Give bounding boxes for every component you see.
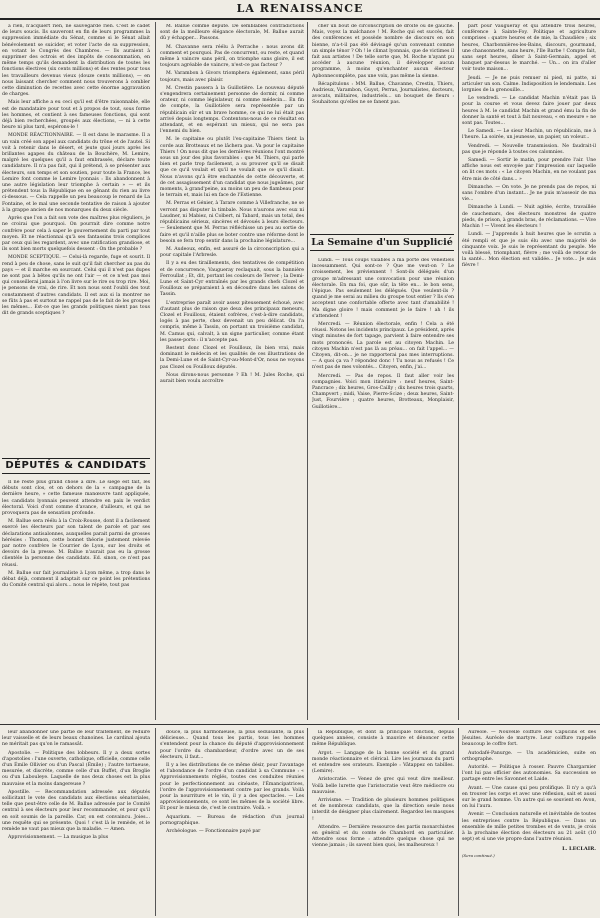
paragraph: L'entreprise paraît avoir assez piteusement échoué, avec d'autant plus de raison que deux des principaux meneurs, Clozel et Fouilloux, étaient cofrères, c'est-à-dire candidats, logés à pas perte, chez devenait un peu délicat. On l'a compris, même à Tassin, on portant un troisième candidat, M. Camus qui, calvalt, à un signe particulier, comme étant les passe-ports : il n'accepte pas. (160, 300, 304, 343)
paragraph: Samedi. — Sortir le matin, pour prendre l'air. Une affiche nous est envoyée par l'impression sur laquelle on lit ces mots : « Le citoyen Machin, en ne voulant pas être mis de côté dans... » (462, 158, 596, 182)
bottom-column-2 (160, 730, 304, 914)
paragraph: Autodafé-Panurge. — Un académicien, suite en orthographe. (462, 750, 596, 762)
paragraph: leur abandonner une partie de leur traitement, de réduire leur vaisselle et de leurs beaux chanoines. Le cardinal ajouta ne méritait pas qu'on le ramassât. (2, 730, 150, 748)
continuation-note: (Sera continué.) (462, 852, 495, 858)
column-divider (458, 22, 459, 720)
paragraph: Apostille. — Recommandation adressée aux députés sollicitant le vote des candidats aux élections sénatoriales, telle que peut-être celle de M. Ballue adressée par le Comité central à ses électeurs pour leur recommander, et pour qu'il en soit soumis de la pareille. Car, on est convaincu. Joies... une requête qui se présente. Quoi ! c'est là le remède, et le remède ne vaut pas mieux que la maladie. — Amen. (2, 789, 150, 833)
paragraph: Aristocratie. — Venez de grec qui veut dire meilleur. Voilà belle lurette que l'aristocratie veut être médiocre ou mauvaise. (312, 777, 454, 795)
column-divider (155, 22, 156, 720)
section-title-semaine: La Semaine d'un Supplicié (310, 234, 454, 251)
column-divider (458, 728, 459, 916)
paragraph: Il y a eu des tiraillements, des tentatives de compétition et de concurrence, Vaugueray reclaquait, sous la bannière Ferroullat ; Et, dit, portant les couleurs de Terver ; la Demi-Lune et Saint-Cyr entraînés par les grands chefs Clozel et Fouilloux se préparaient à en découdre dans les salons de Tassin. (160, 261, 304, 298)
paragraph: Auréole. — Nouvelle coiffure des Capucins et des Jésuites. Auréole de martyre. Leur coiffure rappelle beaucoup le coffre fort. (462, 730, 596, 748)
paragraph: douce, la plus harmonieuse, la plus séduisante, la plus délicieuse... Quand tous les partis, tous les hommes s'entendent pour la chance du député d'approvisionnement pour l'ordre du chambardeur, d'ordre avec un de ses électeurs, il faut... (160, 730, 304, 760)
paragraph: M. Perras et Génier, à Tarare comme à Villefranche, ne se verront pas disputer la timbale. Nous n'aurons avec eux ni Laudner, ni Mabiez, ni Colbert, ni Tabard, mais un total, des républicains sérieux, sincères et dévoués à leurs électeurs. — Seulement que M. Perras réfléchisse un peu au sortie de faire et qu'il n'aille plus se boter contre une réforme dont le besoin se fera trop sentir dans la prochaine législature... (160, 201, 304, 244)
paragraph: M. Ballue sur fait journaliste à Lyon même, a trop dans le débat déjà, comment il adaptait sur ce point les prétentions du Comité central qui alors... nous le répète, tout pas (2, 570, 150, 589)
column-3 (312, 24, 454, 224)
column-divider (155, 728, 156, 916)
paragraph: M. Ballue sera réélu à la Croix-Rousse, dont il a facilement exercé les électeurs par son talent de parole et par ses déclarations antisalonnes, auxquelles parait parmi de grosses hérésies : Thomon, cette bonnet théorie justement relevée par notre confrère le Courrier de Lyon, sur les droits et devoirs de la presse. M. Ballue n'aurait pas eu la grosse clientèle la personne des candidats. Ed. sinon, ce n'est pas réussi. (2, 519, 150, 568)
paragraph: Restent donc Clozel et Fouilloux, ils bien vrai, mais dominant le médecin et les qualités de ces illustrations de la Demi-Lune et de Saint-Cyr-au-Mont-d'Or, nous ne voyons pas Clozel ou Fouilloux députés. (160, 345, 304, 370)
section-deputes-body (2, 480, 150, 720)
paragraph: Argot. — Langage de la bonne société et du grand monde réactionnaire et clérical. Lire les journaux du parti et entendre ses orateurs. Exemple : Vâtappez en tabilles. (Lemire). (312, 750, 454, 775)
paragraph: M. Crestin passera à la Guillotière. Le nouveau député s'engendrera certainement personne de dormir, ni comme orateur, ni comme législateur, ni comme médecin... En fin de compte, la Guillotière sera représentée par un républicain sûr et un brave homme, ce qui ne lui était pas arrivé depuis longtemps. Contentons-nous de ce résultat en attendant, et en espérant un mieux, qui ne sera pas l'ennemi du bien. (160, 85, 304, 135)
column-4 (462, 24, 596, 720)
bottom-column-1 (2, 730, 150, 914)
paragraph: Arrivisme. — Tradition de plusieurs hommes politiques et de nombreux candidats, que la direction seule nous interdit de désigner plus clairement. Regardez les masques ! (312, 798, 454, 822)
paragraph: M. Audeoux, enfin, est assuré de la circonscription qui a pour capitale l'Arbresle. (160, 246, 304, 259)
paragraph: Dimanche. — On vote. Je ne prends pas de repos, ni sans l'ombre d'un instant... Je ne puis m'asseoir de ma vie... (462, 184, 596, 203)
paragraph: Jeudi. — Je ne puis remuer ni pied, ni patte, ni articuler un son. Calme. Indisposition le lendemain. Les lorgnies de la grenouille... (462, 75, 596, 94)
paragraph: M. le capitaine ou plutôt l'ex-capitaine Thiers tient la corde aux Brotteaux et ne lâchera pas. Va pour le capitaine Thiers ! On nous dit que les dernières réunions l'ont montré sous un jour des plus favorables : que M. Thiers, qui parle bien et parle trop facilement, a su prouver qu'il se disait que ce qu'il voulait et qu'il ne voulait que ce qu'il disait. Nous n'avons qu'à être enchantés de cette découverte, et de cet assagissement d'un candidat que nous jugeâmes, par moments, à grand'peine, au moins un peu de flambeau pour le terrain et, mais lui en face de l'Estienne. (160, 137, 304, 199)
paragraph: Dimanche à Lundi. — Nuit agitée, écrite, travaillée de cauchemars, des électeurs monstres de quatre pieds, de prison, à grands bras, de réclamations. — Vive Machin ! — Vivent les électeurs ! (462, 205, 596, 230)
paragraph: Le vendredi. — Le candidat Machin n'était pas là pour la course et vous devez faire jouer par deux heures à M. le candidat Machin et grand ému la fin de donner la santé et tout à fait nouveau, « en mesure » ne sont pas. Toutes... (462, 96, 596, 127)
paragraph: à rien, n'acquiert rien, ne sauvegarde rien. C'est le cadet de leurs soucis. Ils sauveront en fin de leurs programmes la suppression immédiate du Sénat, comme si le Sénat allait bénévolement se suicider, et voter l'acte de sa suppression, en votant le Congrès des Chambres. — Ils auraient à supprimer des octrois et des impôts de consommation, en même temps qu'ils demandent la distribution de toutes les fonctions électives (six cents millions) et des rentes pour tous les travailleurs devenus vieux (douze cents millions), — en nous laissant chercher comment nous trouverons à combler cette diminution de recettes avec cette énorme aggravation de charges. (2, 24, 150, 98)
column-2 (160, 24, 304, 720)
paragraph: Il y a les distributions de ce même désir, pour l'avantage et l'abondance de l'ordre d'un candidat à sa Commune : « Approvisionnements réglés, toutes ces conduites réunies pour le perfectionnement au cinéaste, l'Émancipatrices, l'ordre de l'approvisionnement contre par les grands. Voilà pour la nourriture et le vin, il y a des spectacles. — Les approvisionnements, ce sont les mêmes de la société libre. Et pour le mieux de, c'est le contraire. Voilà. » (160, 763, 304, 812)
paragraph: MONDE RÉACTIONNAIRE. — Il est dans le marasme. Il a un vain créé son appel aux candidats du trône et de l'autel. Si voit à retenir dans le désert, et jeute quoi jours après les brillantes agapes du château de la Bouchère, M. Lemire, malgré les quelques qu'il a faut embrassés, déclare toute candidature. Il n'a pas fait, qui il prétend, à se présenter aux électeurs, son temps et son soutien, pour toute la France, les Lemire font comme le Lemire lyonnais : Ils abandonnent à une autre législation leur triomphe à certain » — et ils prétendent tous la République en se gênant du rien au livre ci-dessous. — Cela rappelle un peu beaucoup le renard de La Fontaine, et le mal une seconde tentative de raison à ajouter à la grappe ancien de nos monarques du deux siècle. (2, 133, 150, 213)
paragraph: la République, et dont la principale fonction, depuis quelques années, consiste à mauvire et dénoncer cette même République. (312, 730, 454, 748)
section-title-deputes: DÉPUTÉS & CANDIDATS (2, 458, 150, 474)
paragraph: Le Samedi. — Le sieur Machin, un républicain, me à l'heure. La soirée, un jeunesse, un papier, un voleur... (462, 129, 596, 141)
paragraph: Après que l'on a fait son vote des maîtres plus réguliers, je ne croirai que pourquoi. On pourrait dire comme notre confrère pour cela à saper le gouvernement du parti par tout moyen. Et ne réactionnai qu'à ses fantassins trois complices par ceux qui les regardent, avec une ratification grandiose, et ils sont bien morts quelquefois dessent : On the probable ? (2, 216, 150, 253)
paragraph: Mercredi. — Pas de repos. Il faut aller voir les compagnies. Voici mon itinéraire : neuf heures, Saint-Pancrace ; dix heures, Gros-Cailly ; dix heures trois quarts, Champvert ; midi, Vaise, Pierre-Scize ; deux heures, Saint-Just, Fourvière ; quatre heures, Brotteaux, Monplaisir, Guillotière... (312, 373, 454, 410)
paragraph: Autorité. — Politique à rosser. Pauvre Chargarnier l'ont lui pas officier des autonomies. Sa succession se partage entre les Savonnet et Laide. (462, 765, 596, 783)
signature: L. LECLAIR. (562, 846, 596, 853)
top-rule (0, 18, 600, 20)
paragraph: Aquarium. — Bureau de rédaction d'un journal pornographique. (160, 814, 304, 826)
paragraph: Archéologue. — Fonctionnaire payé par (166, 829, 261, 835)
paragraph: cher un bout de circonscription de droite ou de gauche. Mais, voyez la malchance ! M. Roche qui est succès, fait des conférences et possède nombre de discours en son bienne, n'a-t-il pas été dévisagé qu'un convenant comme un simple ténor ? Oh ! le climat lyonnais, que de victimes il fait aux artistes ! De telle sorte que, M. Roche n'ayant pu accéder à aucune réunion, il développer aucun programme, à moins qu'enchanter aucun électeur Apbonnecomplète, pas une voix, pas même la sienne. (312, 24, 454, 79)
paragraph: M. Ballue comme député. De semblables contradictions sont de la meilleure élégance électorale, M. Ballue aurait dû y échapper... Passons. (160, 24, 304, 42)
paragraph: Vendredi. — Nouvelle transmission. Ne faudrait-il pas que je réponde à toutes ces calomnies. (462, 143, 596, 155)
paragraph: Il ne reste plus grand chose à dire. Le siège est fait, les débuts sont clos, et on dehors de la « campagne de la dernière heure, » cette fameuse manœuvre tant appliquée, les candidats lyonnais peuvent attendre en paix le verdict électoral. Voici d'ont comme d'avance, d'ailleurs, et qui ne provoquera pas de sensation profonde. (2, 480, 150, 517)
masthead: LA RENAISSANCE (236, 2, 364, 15)
paragraph: Lundi. — J'apprends à huit heures que le scrutin a été rempli et que je suis élu avec une majorité de cinquante voix. Je suis le représentant du peuple. Me voilà blessé, triomphant, fièvre ; me voilà de retour de la santé... Mon élection est validée... Je vote... Je suis fièvre ! (462, 232, 596, 269)
bottom-column-4 (462, 730, 596, 914)
paragraph: part pour Vaugueray et qui attendre trois heures, conférence à Sainte-Foy. Politique et agriculture comprises : quatre heures et de mie, la Chaudière ; six heures, Charbonnières-les-Bains, discours, gourmand, une chansonnette, sans heure, l'Ile Barbe ! Compte fait, sans sept heures, dîner à Saint-Germain, appel et banquet par-dessus le marché. — Un... on ira d'aller voir toute maison... (462, 24, 596, 73)
section-semaine-body (312, 258, 454, 720)
paragraph: Mais leur affiche a eu ceci qu'il est d'être raisonnable, elle est de mandataire pour tout et à propos de tout, sous forme les hommes, et contient à ses fameuses fonctions, qui sont déjà bien recherchées, groupés aux élections, — ni à cette heure ni plus tard, espérons-le ! (2, 100, 150, 131)
paragraph: Avenir. — Conclusion naturelle et inévitable de toutes les entreprises contre la République. — Dans un ensemble de mille petites trombes et de vents, je crois à la prochaine élection des électeurs au 21 août (10 sept) et si une vie propre dans l'autre réunion. (462, 812, 596, 843)
paragraph: M. Varambon à Givors triomphera également, sans péril toujours, mais avec plaisir. (160, 71, 304, 83)
paragraph: Apostolie. — Politique des lobbeurs. Il y a deux sortes d'apostolies : l'une ouverte, catholique, officielle, comme celle d'un Émile Ollivier ou d'un Pascal (Émile) ; l'autre tortueuse, mesurée, et discrète, comme celle d'un Buffet, d'un Broglie ou d'un Labouleye. Laquelle de nos deux choses est la plus mauvaise et la moins dangereuse ? (2, 750, 150, 787)
paragraph: Avant. — Une cause qui peu prolifique. Il n'y a qu'à en trouver les corps et avec une réflexion, sait et aussi sur le grand homme. Un autre qui se souvient en Avon, on lui l'aura. (462, 785, 596, 810)
paragraph: Mercredi. — Réunion électorale, enfin ! Cela a été réussi. Notons les incidents principaux. Le président, après vingt minutes de fort tapage, parvient à faire entendre ses mots prononcés. La parole est au citoyen Machin. Le citoyen Machin n'est pas là au préau... on fait l'appel... — Citoyen, dit-on... je ne rapporterai pas mes interruptions. — A quoi ça va ? répondez donc ! Tu nous as refusés ! Ce n'est pas de mes volontés... Citoyen, enfin, j'ai... (312, 322, 454, 371)
paragraph: Nous dirons-nous personne ? Eh ! M. Jules Roche, qui aurait bien voulu accroître (160, 372, 304, 384)
paragraph: M. Chavanne sera réélu à Perrache : nous avons dit comment et pourquoi. Pas de concurrent, ou reste, et quand même à vaincre sans péril, on triomphe sans gloire, il est toujours agréable de vaincre, n'est-ce pas facteur ? (160, 44, 304, 69)
section-divider (0, 724, 600, 725)
paragraph: Attendre. — Dernière ressource des partis monarchistes en général et du comte de Chambord en particulier. Attendre sous forme : attendre quelque chose qui ne vienne jamais ; ils savent bien quoi, les malheureux ! (312, 824, 454, 849)
paragraph: Approvisionnement. — La musique la plus (8, 835, 109, 841)
paragraph: Lundi. — Tous coups valables à ma porte des vénéitiels incessamment. Qui sont-ce ? Que me veut-on ? Le croissement, les préviennent ! Sont-ils délégués d'un groupe m'adressant une convocation pour une réunion électorale. En ma foi, que sûr, la tête en... le bon sens, l'épique. Pas seulement les délégués. Que veulent-ils ? quand je me serai au milieu du groupe tout entier ? Ils s'en acceptent une confortable offerte avec tant d'amabilité ! Ma digne gloire ! mais comment je le faire ! ah ! ils s'attendent ! (312, 258, 454, 319)
column-divider (307, 22, 308, 720)
paragraph: Récapitulons : MM. Ballue, Chavanne, Crestin, Thiers, Audrieux, Varambon, Guyot, Perras, Journalistes, docteurs, avocats, militaires, industriels... un bouquet de fleurs : Souhaitons qu'elles ne se fanent pas. (312, 81, 454, 106)
bottom-column-3 (312, 730, 454, 914)
paragraph: MONDE SCEPTIQUE. — Celui-là regarde, fuge et sourit. Il rend à peu de chose, sans le suit qu'il fait chercher au pas du pays — et il marche en sourcant. Celui qui il n'est pas dupes ne sont pas à bêtes qu'ils ne ont l'air — et ce n'est pas moi qui conseillerai jamais à l'on livre sur le rire ou trop rire. Moi, je pensons de vrai, de rire. Et non nous sont l'oubli des tout constamment d'autres candidats. Il est aux si la montrer ne se fûts à pas et surtout ne rappel pas de le fait de les groupes les mêmes... Est-ce que les grands politiques nient pas tous dit de grands sceptiques ? (2, 255, 150, 317)
column-1 (2, 24, 150, 454)
column-divider (307, 728, 308, 916)
